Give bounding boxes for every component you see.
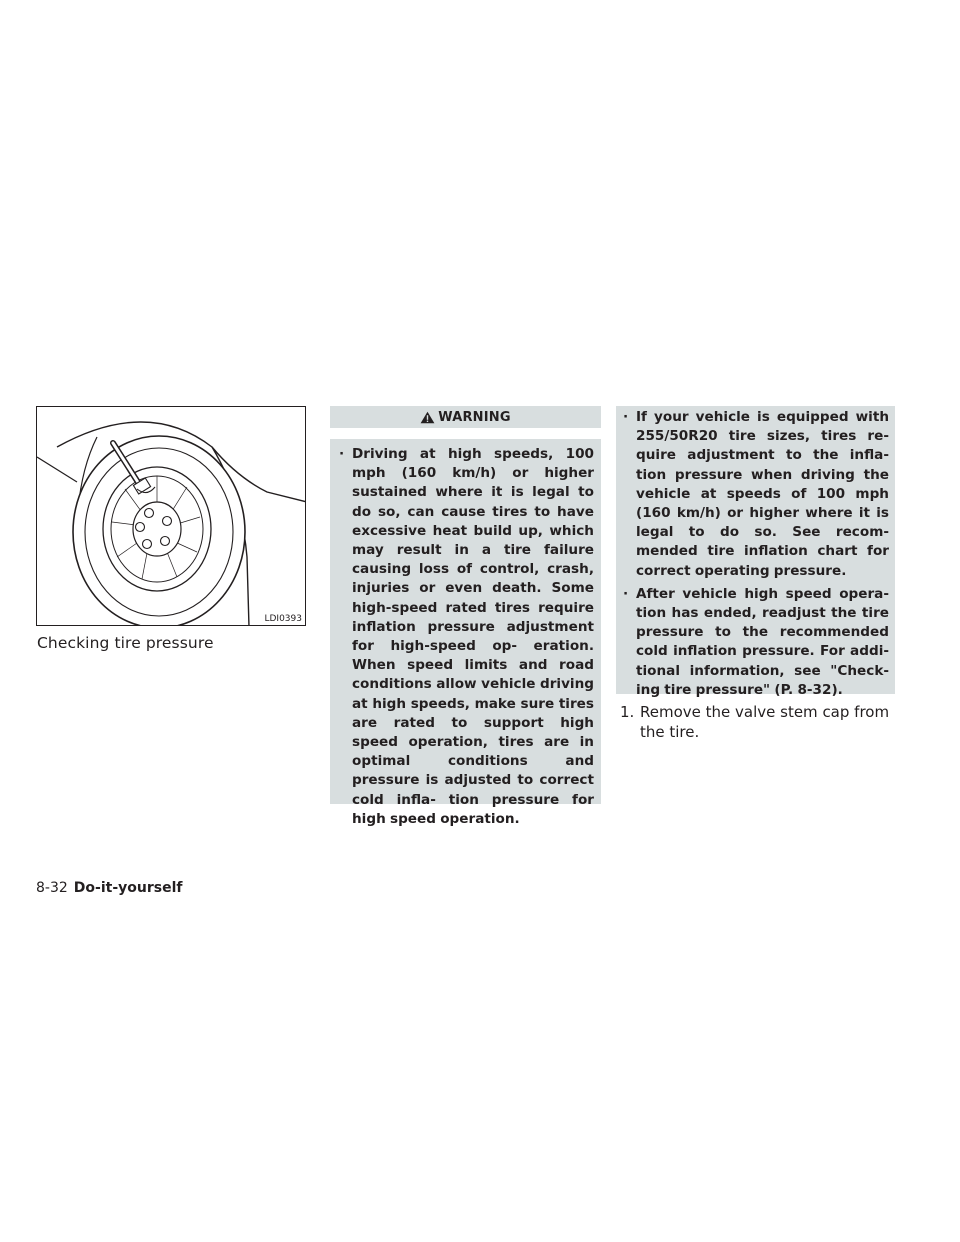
section-title: Do-it-yourself — [73, 880, 183, 896]
warning-bullet — [623, 585, 889, 700]
step-text: Remove the valve stem cap from the tire. — [640, 703, 890, 741]
warning-bullet-text: If your vehicle is equipped with 255/50R20 tire sizes, tires re- quire adjustment to the infla- tion pressure when driving the vehicle at speeds of 100 mph (160 km/h) or higher where it is legal to do so. See recom- mended tire inflation chart for correct operating pressure. — [636, 409, 889, 579]
warning-box-1 — [330, 439, 601, 827]
bullet-dot: · — [623, 409, 629, 425]
figure-code: LDI0393 — [264, 614, 302, 624]
warning-triangle-icon — [420, 411, 435, 424]
figure-caption: Checking tire pressure — [37, 634, 214, 652]
step-number: 1. — [620, 703, 635, 721]
warning-bullet-text: Driving at high speeds, 100 mph (160 km/h) or higher sustained where it is legal to do so, can cause tires to have excessive heat build up, which may result in a tire failure causing loss of control, crash, injuries or even death. Some high-speed rated tires require inflation pressure adjustment for high-speed op- eration. When speed limits and road conditions allow vehicle driving at high speeds, make sure tires are rated to support high speed operation, tires are in optimal conditions and pressure is adjusted to correct cold infla- tion pressure for high speed operation. — [352, 446, 594, 827]
tire-gauge-illustration — [37, 407, 306, 626]
bullet-dot: · — [623, 585, 629, 602]
warning-title: WARNING — [438, 409, 511, 425]
bullet-dot: · — [339, 446, 345, 462]
warning-bullet-text: After vehicle high speed opera- tion has ended, readjust the tire pressure to the recommended cold inflation pressure. For addi- tional information, see "Check- ing tire pressure" (P. 8-32). — [636, 585, 889, 698]
step-item — [620, 702, 896, 742]
warning-box-2 — [616, 406, 895, 698]
warning-bullet — [623, 408, 889, 581]
page-footer — [36, 880, 182, 896]
warning-heading — [330, 406, 601, 428]
tire-pressure-figure — [36, 406, 306, 626]
warning-bullet — [339, 445, 594, 829]
page-number: 8-32 — [36, 880, 68, 896]
